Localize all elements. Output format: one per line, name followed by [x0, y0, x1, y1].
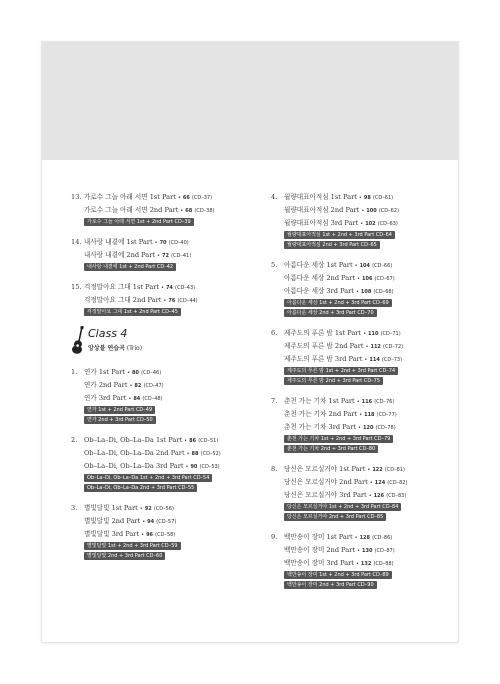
part-title: 아름다운 세상 2nd Part [284, 274, 356, 282]
song-entry [271, 191, 451, 249]
part-title: 춘천 가는 기차 1st Part [284, 397, 355, 405]
cd-track: (CD–77) [376, 412, 397, 418]
cd-track: (CD–67) [374, 276, 395, 282]
part-line [84, 191, 251, 204]
right-entries [271, 191, 451, 589]
part-line [84, 204, 251, 217]
cd-track: (CD–73) [381, 357, 403, 363]
combo-tags [84, 308, 251, 316]
part-line [84, 515, 251, 528]
cd-track: (CD–37) [191, 195, 213, 201]
combo-tags [284, 231, 451, 249]
page-number: 108 [360, 289, 372, 295]
cd-track: (CD–83) [386, 493, 407, 499]
page-number: 126 [373, 493, 385, 499]
part-title: 걱정말아요 그대 2nd Part [84, 296, 162, 304]
cd-track: (CD–48) [142, 396, 163, 402]
part-title: 가로수 그늘 아래 서면 2nd Part [84, 206, 179, 214]
page-number: 106 [362, 276, 373, 282]
separator-dot: • [355, 561, 359, 567]
song-entry [271, 327, 451, 385]
cd-track: (CD–47) [143, 383, 164, 389]
separator-dot: • [185, 464, 189, 470]
combo-track-tag: 내사랑 내곁에 1st + 2nd Part CD–42 [84, 263, 176, 271]
combo-tags [284, 571, 451, 589]
separator-dot: • [177, 195, 181, 201]
entry-number: 7. [271, 397, 278, 405]
part-line [84, 528, 251, 541]
cd-track: (CD–66) [372, 263, 393, 269]
class-subtitle [88, 343, 142, 352]
part-line [284, 421, 451, 434]
part-title: 월량대표아적심 3rd Part [284, 219, 359, 227]
separator-dot: • [367, 467, 371, 473]
combo-track-tag: 백만송이 장미 1st + 2nd + 3rd Part CD–89 [284, 571, 392, 579]
cd-track: (CD–46) [141, 370, 162, 376]
class-heading [71, 326, 251, 354]
part-line [84, 460, 251, 473]
page-number: 102 [365, 221, 376, 227]
combo-track-tag: 백만송이 장미 2nd + 3rd Part CD–90 [284, 581, 377, 589]
part-line [284, 259, 451, 272]
page-number: 86 [189, 438, 197, 444]
cd-track: (CD–72) [383, 344, 404, 350]
separator-dot: • [180, 208, 184, 214]
separator-dot: • [360, 221, 364, 227]
separator-dot: • [184, 438, 188, 444]
entry-number: 15. [71, 283, 82, 291]
separator-dot: • [355, 289, 359, 295]
cd-track: (CD–52) [200, 451, 221, 457]
part-line [284, 463, 451, 476]
song-entry [71, 236, 251, 271]
cd-track: (CD–87) [374, 548, 395, 554]
combo-track-tag: 연가 1st + 2nd Part CD–49 [84, 406, 155, 414]
entry-number: 3. [71, 504, 78, 512]
part-line [284, 395, 451, 408]
separator-dot: • [369, 480, 373, 486]
book-page [42, 42, 458, 642]
part-title: Ob–La–Di, Ob–La–Da 2nd Part [84, 449, 185, 457]
part-line [84, 434, 251, 447]
entry-number: 13. [71, 193, 82, 201]
cd-track: (CD–40) [168, 240, 189, 246]
part-line [84, 502, 251, 515]
cd-track: (CD–71) [380, 331, 401, 337]
page-number: 124 [374, 480, 386, 486]
page-number: 66 [182, 195, 190, 201]
part-title: 백만송이 장미 2nd Part [284, 546, 356, 554]
separator-dot: • [357, 548, 360, 554]
song-entry [271, 531, 451, 589]
page-number: 116 [361, 399, 373, 405]
part-line [284, 544, 451, 557]
guitar-icon [71, 326, 87, 354]
combo-track-tag: 가로수 그늘 아래 서면 1st + 2nd Part CD–39 [84, 218, 194, 226]
part-title: 제주도의 푸른 밤 3rd Part [284, 355, 363, 363]
entry-number: 5. [271, 261, 278, 269]
part-line [84, 294, 251, 307]
cd-track: (CD–57) [156, 519, 177, 525]
part-title: 별빛달빛 2nd Part [84, 517, 141, 525]
separator-dot: • [357, 276, 360, 282]
cd-track: (CD–68) [373, 289, 394, 295]
page-number: 70 [159, 240, 167, 246]
combo-track-tag: 당신은 모르실거야 2nd + 3rd Part CD–85 [284, 513, 386, 521]
part-title: 별빛달빛 1st Part [84, 504, 138, 512]
combo-tags [84, 263, 251, 271]
separator-dot: • [361, 208, 365, 214]
part-line [84, 236, 251, 249]
combo-track-tag: 걱정말아요 그대 1st + 2nd Part CD–45 [84, 308, 181, 316]
part-title: 춘천 가는 기차 3rd Part [284, 423, 357, 431]
separator-dot: • [157, 253, 160, 259]
page-number: 112 [370, 344, 381, 350]
page-number: 82 [134, 383, 142, 389]
separator-dot: • [139, 506, 143, 512]
page-number: 80 [132, 370, 139, 376]
part-line [284, 191, 451, 204]
separator-dot: • [354, 535, 358, 541]
cd-track: (CD–58) [155, 532, 176, 538]
part-title: 연가 2nd Part [84, 381, 128, 389]
separator-dot: • [354, 263, 358, 269]
class-subtitle-rest: (Trio) [124, 345, 143, 352]
song-entry [71, 366, 251, 424]
page-number: 90 [190, 464, 198, 470]
combo-tags [284, 367, 451, 385]
class-subtitle-bold: 앙상블 연습곡 [88, 345, 125, 352]
cd-track: (CD–81) [384, 467, 405, 473]
combo-track-tag: Ob–La–Di, Ob–La–Da 1st + 2nd + 3rd Part CD–54 [84, 474, 212, 482]
page-number: 74 [165, 285, 173, 291]
page-number: 94 [147, 519, 155, 525]
part-title: 월량대표아적심 2nd Part [284, 206, 360, 214]
cd-track: (CD–88) [373, 561, 394, 567]
part-title: 내사랑 내곁에 1st Part [84, 238, 153, 246]
combo-track-tag: 월량대표아적심 2nd + 3rd Part CD–65 [284, 241, 380, 249]
part-line [284, 327, 451, 340]
part-line [284, 408, 451, 421]
part-title: 제주도의 푸른 밤 2nd Part [284, 342, 364, 350]
separator-dot: • [160, 285, 164, 291]
part-line [284, 272, 451, 285]
page-number: 128 [359, 535, 370, 541]
part-line [284, 217, 451, 230]
combo-track-tag: 별빛달빛 2nd + 3rd Part CD–60 [84, 552, 165, 560]
part-line [84, 392, 251, 405]
part-line [284, 489, 451, 502]
page-number: 68 [185, 208, 193, 214]
entry-number: 1. [71, 368, 78, 376]
separator-dot: • [364, 357, 368, 363]
part-title: 백만송이 장미 1st Part [284, 533, 353, 541]
combo-track-tag: 연가 2nd + 3rd Part CD–50 [84, 416, 156, 424]
separator-dot: • [141, 532, 145, 538]
part-title: 아름다운 세상 3rd Part [284, 287, 354, 295]
right-column [271, 191, 451, 599]
separator-dot: • [368, 493, 372, 499]
page-number: 84 [133, 396, 141, 402]
page-number: 88 [191, 451, 199, 457]
combo-track-tag: 월량대표아적심 1st + 2nd + 3rd Part CD–64 [284, 231, 395, 239]
song-entry [71, 502, 251, 560]
page-number: 98 [363, 195, 371, 201]
part-title: Ob–La–Di, Ob–La–Da 1st Part [84, 436, 183, 444]
separator-dot: • [186, 451, 190, 457]
separator-dot: • [129, 383, 133, 389]
page-number: 72 [162, 253, 169, 259]
separator-dot: • [358, 195, 362, 201]
combo-track-tag: 제주도의 푸른 밤 2nd + 3rd Part CD–75 [284, 377, 383, 385]
part-title: 별빛달빛 3rd Part [84, 530, 140, 538]
song-entry [71, 191, 251, 226]
part-line [84, 366, 251, 379]
part-title: 당신은 모르실거야 1st Part [284, 465, 366, 473]
cd-track: (CD–61) [372, 195, 394, 201]
separator-dot: • [128, 396, 132, 402]
part-line [284, 204, 451, 217]
part-line [284, 353, 451, 366]
left-entries-bottom [71, 366, 251, 560]
part-line [84, 447, 251, 460]
combo-track-tag: 별빛달빛 1st + 2nd + 3rd Part CD–59 [84, 542, 181, 550]
page-number: 92 [144, 506, 152, 512]
part-title: 당신은 모르실거야 2nd Part [284, 478, 368, 486]
page-number: 96 [146, 532, 154, 538]
page-number: 104 [359, 263, 370, 269]
song-entry [71, 281, 251, 316]
separator-dot: • [365, 344, 369, 350]
part-line [84, 249, 251, 262]
page-number: 118 [364, 412, 375, 418]
combo-tags [84, 542, 251, 560]
song-entry [271, 395, 451, 453]
part-line [84, 281, 251, 294]
combo-track-tag: 춘천 가는 기차 1st + 2nd + 3rd Part CD–79 [284, 435, 393, 443]
cd-track: (CD–82) [387, 480, 408, 486]
cd-track: (CD–38) [194, 208, 215, 214]
cd-track: (CD–86) [372, 535, 393, 541]
song-entry [271, 259, 451, 317]
page-number: 130 [362, 548, 373, 554]
combo-track-tag: 당신은 모르실거야 1st + 2nd + 3rd Part CD–84 [284, 503, 401, 511]
separator-dot: • [154, 240, 158, 246]
combo-track-tag: 아름다운 세상 1st + 2nd + 3rd Part CD–69 [284, 299, 392, 307]
cd-track: (CD–78) [375, 425, 396, 431]
cd-track: (CD–53) [199, 464, 220, 470]
entry-number: 4. [271, 193, 278, 201]
entry-number: 14. [71, 238, 82, 246]
page-number: 76 [168, 298, 176, 304]
part-title: 백만송이 장미 3rd Part [284, 559, 354, 567]
entry-number: 2. [71, 436, 78, 444]
cd-track: (CD–63) [377, 221, 398, 227]
part-title: 연가 1st Part [84, 368, 126, 376]
separator-dot: • [356, 399, 360, 405]
part-line [84, 379, 251, 392]
combo-tags [284, 435, 451, 453]
part-title: 걱정말아요 그대 1st Part [84, 283, 159, 291]
combo-track-tag: 아름다운 세상 2nd + 3rd Part CD–70 [284, 309, 377, 317]
part-line [284, 340, 451, 353]
part-line [284, 531, 451, 544]
separator-dot: • [358, 425, 361, 431]
separator-dot: • [142, 519, 146, 525]
page-header-band [42, 42, 458, 160]
part-title: 연가 3rd Part [84, 394, 127, 402]
combo-tags [84, 474, 251, 492]
separator-dot: • [127, 370, 130, 376]
separator-dot: • [163, 298, 167, 304]
entry-number: 8. [271, 465, 278, 473]
page-number: 122 [372, 467, 383, 473]
song-entry [271, 463, 451, 521]
page-number: 132 [360, 561, 372, 567]
part-title: 내사랑 내곁에 2nd Part [84, 251, 156, 259]
left-column [71, 191, 251, 570]
page-number: 110 [368, 331, 379, 337]
cd-track: (CD–41) [171, 253, 192, 259]
part-title: Ob–La–Di, Ob–La–Da 3rd Part [84, 462, 184, 470]
combo-track-tag: 제주도의 푸른 밤 1st + 2nd + 3rd Part CD–74 [284, 367, 398, 375]
part-line [284, 285, 451, 298]
class-title: Class 4 [88, 327, 128, 340]
page-number: 120 [363, 425, 374, 431]
combo-tags [284, 503, 451, 521]
left-entries-top [71, 191, 251, 316]
entry-number: 6. [271, 329, 278, 337]
cd-track: (CD–56) [153, 506, 174, 512]
cd-track: (CD–43) [175, 285, 196, 291]
cd-track: (CD–76) [374, 399, 395, 405]
page-number: 100 [366, 208, 377, 214]
combo-tags [284, 299, 451, 317]
separator-dot: • [359, 412, 363, 418]
part-line [284, 557, 451, 570]
cd-track: (CD–51) [198, 438, 219, 444]
entry-number: 9. [271, 533, 278, 541]
part-title: 아름다운 세상 1st Part [284, 261, 353, 269]
cd-track: (CD–44) [177, 298, 198, 304]
part-title: 제주도의 푸른 밤 1st Part [284, 329, 362, 337]
part-title: 춘천 가는 기차 2nd Part [284, 410, 358, 418]
part-title: 가로수 그늘 아래 서면 1st Part [84, 193, 176, 201]
combo-track-tag: Ob–La–Di, Ob–La–Da 2nd + 3rd Part CD–55 [84, 484, 197, 492]
separator-dot: • [363, 331, 367, 337]
part-line [284, 476, 451, 489]
cd-track: (CD–62) [378, 208, 399, 214]
combo-tags [84, 218, 251, 226]
part-title: 당신은 모르실거야 3rd Part [284, 491, 367, 499]
song-entry [71, 434, 251, 492]
combo-track-tag: 춘천 가는 기차 2nd + 3rd Part CD–80 [284, 445, 378, 453]
combo-tags [84, 406, 251, 424]
page-number: 114 [369, 357, 380, 363]
part-title: 월량대표아적심 1st Part [284, 193, 357, 201]
